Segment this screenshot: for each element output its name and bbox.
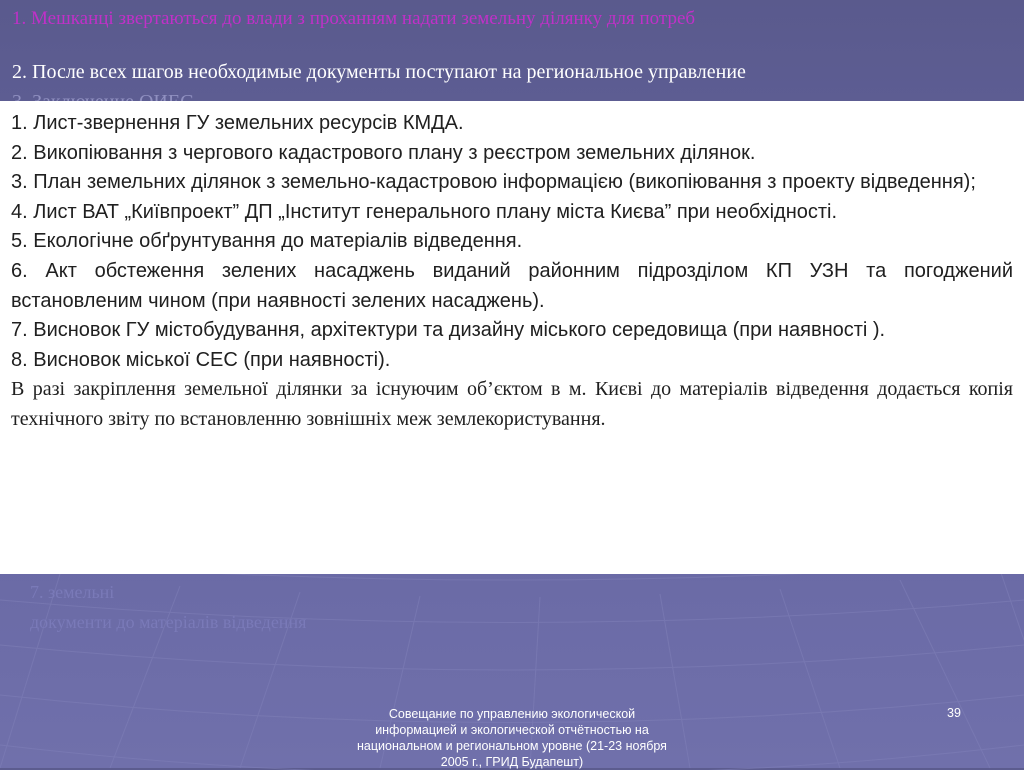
footer-caption: Совещание по управлению экологической информацией и экологической отчётностью на национальном и региональном уровне (21-23 ноября 2005 г., ГРИД Будапешт) bbox=[357, 707, 667, 769]
slide-second-line: 2. После всех шагов необходимые документы поступают на региональное управление bbox=[12, 61, 746, 83]
ghost-line-2: документи до матеріалів відведення bbox=[30, 612, 307, 632]
list-item: 8. Висновок міської СЕС (при наявності). bbox=[11, 348, 391, 371]
ghost-line-1: 7. земельні bbox=[30, 582, 115, 602]
closing-paragraph: В разі закріплення земельної ділянки за існуючим об’єктом в м. Києві до матеріалів відведення додається копія технічного звіту по встановленню зовнішніх меж землекористування. bbox=[11, 378, 1013, 430]
list-item: 2. Викопіювання з чергового кадастрового плану з реєстром земельних ділянок. bbox=[11, 141, 756, 164]
list-item: 3. План земельних ділянок з земельно-кадастровою інформацією (викопіювання з проекту відведення); bbox=[11, 171, 976, 194]
list-item: 6. Акт обстеження зелених насаджень виданий районним підрозділом КП УЗН та погоджений встановленим чином (при наявності зелених насаджень). bbox=[11, 259, 1013, 312]
list-item: 5. Екологічне обґрунтування до матеріалів відведення. bbox=[11, 230, 523, 253]
slide-top-line: 1. Мешканці звертаються до влади з проханням надати земельну ділянку для потреб bbox=[12, 8, 696, 29]
list-item: 1. Лист-звернення ГУ земельних ресурсів КМДА. bbox=[11, 112, 464, 134]
page-number: 39 bbox=[947, 706, 961, 720]
document-list-panel bbox=[0, 101, 1024, 574]
list-item: 4. Лист ВАТ „Київпроект” ДП „Інститут генерального плану міста Києва” при необхідності. bbox=[11, 200, 838, 223]
list-item: 7. Висновок ГУ містобудування, архітектури та дизайну міського середовища (при наявності ). bbox=[11, 319, 886, 342]
